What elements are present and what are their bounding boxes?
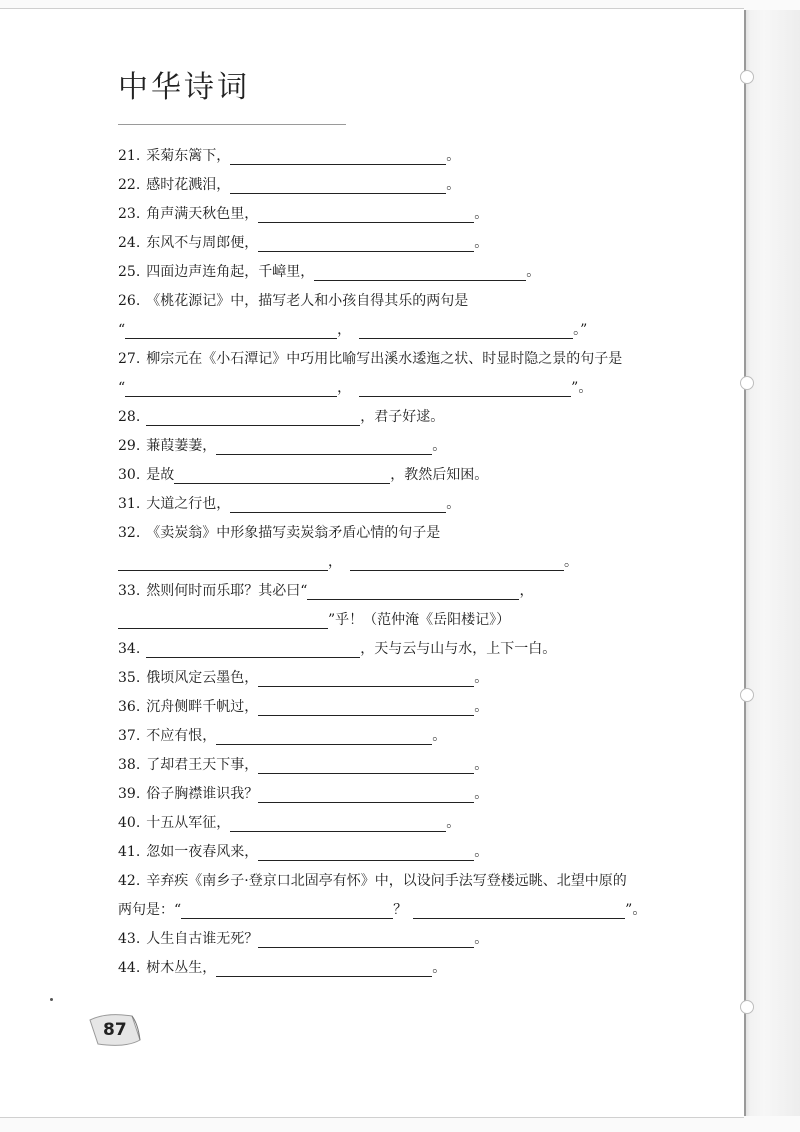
answer-blank[interactable] (258, 206, 474, 223)
answer-blank[interactable] (230, 177, 446, 194)
question-24: 24. 东风不与周郎便， 。 (118, 235, 489, 251)
question-29: 29. 蒹葭萋萋， 。 (118, 438, 447, 454)
question-35: 35. 俄顷风定云墨色， 。 (118, 670, 489, 686)
question-34: 34. ，天与云与山与水，上下一白。 (118, 641, 557, 657)
binding-hole (740, 688, 754, 702)
question-27: 27. 柳宗元在《小石潭记》中巧用比喻写出溪水逶迤之状、时显时隐之景的句子是 (118, 351, 623, 367)
answer-blank[interactable] (258, 931, 474, 948)
answer-blank[interactable] (413, 902, 625, 919)
answer-blank[interactable] (350, 554, 564, 571)
scan-speck (50, 998, 53, 1001)
answer-blank[interactable] (258, 786, 474, 803)
question-30: 30. 是故 ，教然后知困。 (118, 467, 489, 483)
answer-blank[interactable] (146, 409, 360, 426)
binding-hole (740, 70, 754, 84)
answer-blank[interactable] (230, 148, 446, 165)
question-31: 31. 大道之行也， 。 (118, 496, 461, 512)
answer-blank[interactable] (181, 902, 393, 919)
answer-blank[interactable] (258, 235, 474, 252)
answer-blank[interactable] (258, 670, 474, 687)
page-title: 中华诗词 (118, 70, 250, 105)
answer-blank[interactable] (258, 699, 474, 716)
question-22: 22. 感时花溅泪， 。 (118, 177, 461, 193)
question-36: 36. 沉舟侧畔千帆过， 。 (118, 699, 489, 715)
answer-blank[interactable] (146, 641, 360, 658)
question-26-answer: “ ， 。” (118, 322, 588, 338)
question-44: 44. 树木丛生， 。 (118, 960, 447, 976)
question-32: 32. 《卖炭翁》中形象描写卖炭翁矛盾心情的句子是 (118, 525, 441, 541)
page-number: 87 (103, 1020, 127, 1040)
question-41: 41. 忽如一夜春风来， 。 (118, 844, 489, 860)
answer-blank[interactable] (230, 815, 446, 832)
spine-edge (744, 10, 746, 1116)
answer-blank[interactable] (216, 728, 432, 745)
question-37: 37. 不应有恨， 。 (118, 728, 447, 744)
answer-blank[interactable] (125, 322, 337, 339)
question-33-answer: ”乎！（范仲淹《岳阳楼记》） (118, 608, 510, 632)
answer-blank[interactable] (359, 380, 571, 397)
question-32-answer: ， 。 (118, 550, 578, 574)
answer-blank[interactable] (216, 438, 432, 455)
question-38: 38. 了却君王天下事， 。 (118, 757, 489, 773)
question-25: 25. 四面边声连角起，千嶂里， 。 (118, 264, 541, 280)
answer-blank[interactable] (314, 264, 526, 281)
answer-blank[interactable] (174, 467, 390, 484)
question-28: 28. ，君子好逑。 (118, 409, 445, 425)
question-23: 23. 角声满天秋色里， 。 (118, 206, 489, 222)
answer-blank[interactable] (359, 322, 573, 339)
question-21: 21. 采菊东篱下， 。 (118, 148, 461, 164)
answer-blank[interactable] (216, 960, 432, 977)
question-27-answer: “ ， ”。 (118, 380, 593, 396)
question-39: 39. 俗子胸襟谁识我？ 。 (118, 786, 489, 802)
answer-blank[interactable] (230, 496, 446, 513)
binding-hole (740, 376, 754, 390)
answer-blank[interactable] (118, 612, 328, 629)
question-33: 33. 然则何时而乐耶？其必曰“ ， (118, 583, 534, 599)
answer-blank[interactable] (118, 554, 328, 571)
answer-blank[interactable] (258, 844, 474, 861)
question-40: 40. 十五从军征， 。 (118, 815, 461, 831)
question-43: 43. 人生自古谁无死？ 。 (118, 931, 489, 947)
title-underline (118, 124, 346, 125)
binding-hole (740, 1000, 754, 1014)
book-spine (744, 10, 800, 1116)
answer-blank[interactable] (307, 583, 519, 600)
question-26: 26. 《桃花源记》中，描写老人和小孩自得其乐的两句是 (118, 293, 469, 309)
answer-blank[interactable] (125, 380, 337, 397)
question-42: 42. 辛弃疾《南乡子·登京口北固亭有怀》中，以设问手法写登楼远眺、北望中原的 (118, 873, 627, 889)
answer-blank[interactable] (258, 757, 474, 774)
question-42-answer: 两句是：“ ？ ”。 (118, 902, 647, 918)
